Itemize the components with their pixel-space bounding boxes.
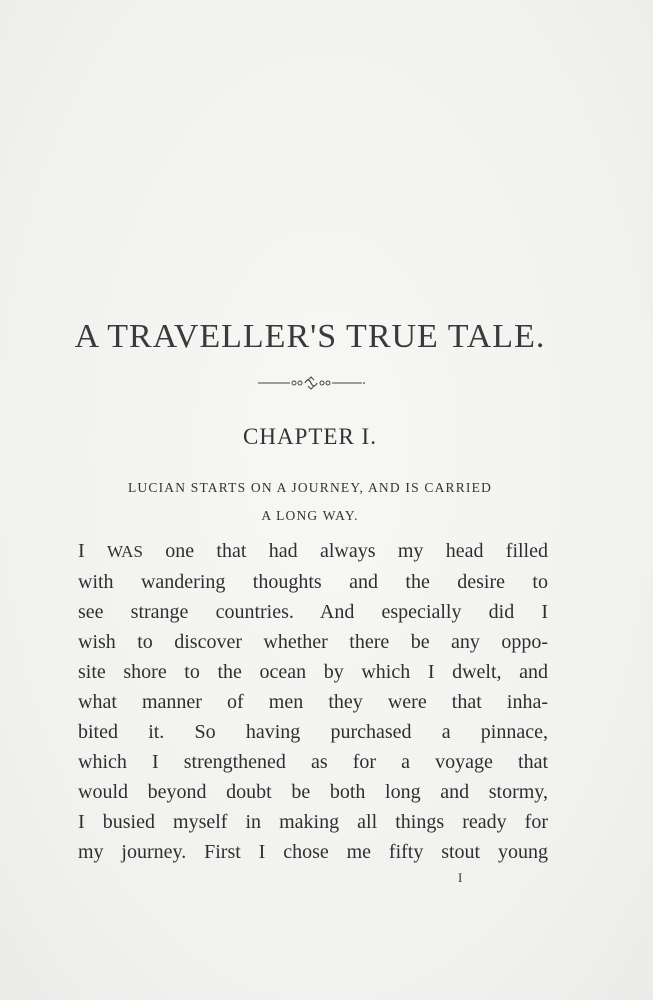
chapter-subtitle-line-2: A LONG WAY. xyxy=(261,508,359,523)
body-paragraph xyxy=(78,536,548,867)
body-line-9: would beyond doubt be both long and stormy, xyxy=(78,781,548,803)
chapter-heading: CHAPTER I. xyxy=(243,424,377,449)
page-number: I xyxy=(458,870,463,885)
body-line-1-rest: one that had always my head filled xyxy=(142,540,548,562)
chapter-subtitle-line-1: LUCIAN STARTS ON A JOURNEY, AND IS CARRIED xyxy=(127,480,493,495)
first-word-smallcaps: WAS xyxy=(107,542,143,561)
body-line-5: site shore to the ocean by which I dwelt, and xyxy=(78,661,548,683)
body-line-1 xyxy=(78,536,548,567)
body-line-4: wish to discover whether there be any oppo- xyxy=(78,631,548,653)
body-line-2: with wandering thoughts and the desire to xyxy=(78,571,548,593)
chapter-subtitle xyxy=(70,474,550,530)
body-line-7: bited it. So having purchased a pinnace, xyxy=(78,721,548,743)
body-line-3: see strange countries. And especially did I xyxy=(78,601,548,623)
body-line-8: which I strengthened as for a voyage that xyxy=(78,751,548,773)
body-line-10: I busied myself in making all things ready for xyxy=(78,811,548,833)
ornament-divider-icon xyxy=(256,374,366,392)
drop-initial: I xyxy=(78,540,85,562)
body-line-11: my journey. First I chose me fifty stout young xyxy=(78,841,548,863)
body-line-6: what manner of men they were that inha- xyxy=(78,691,548,713)
book-title: A TRAVELLER'S TRUE TALE. xyxy=(74,318,546,355)
